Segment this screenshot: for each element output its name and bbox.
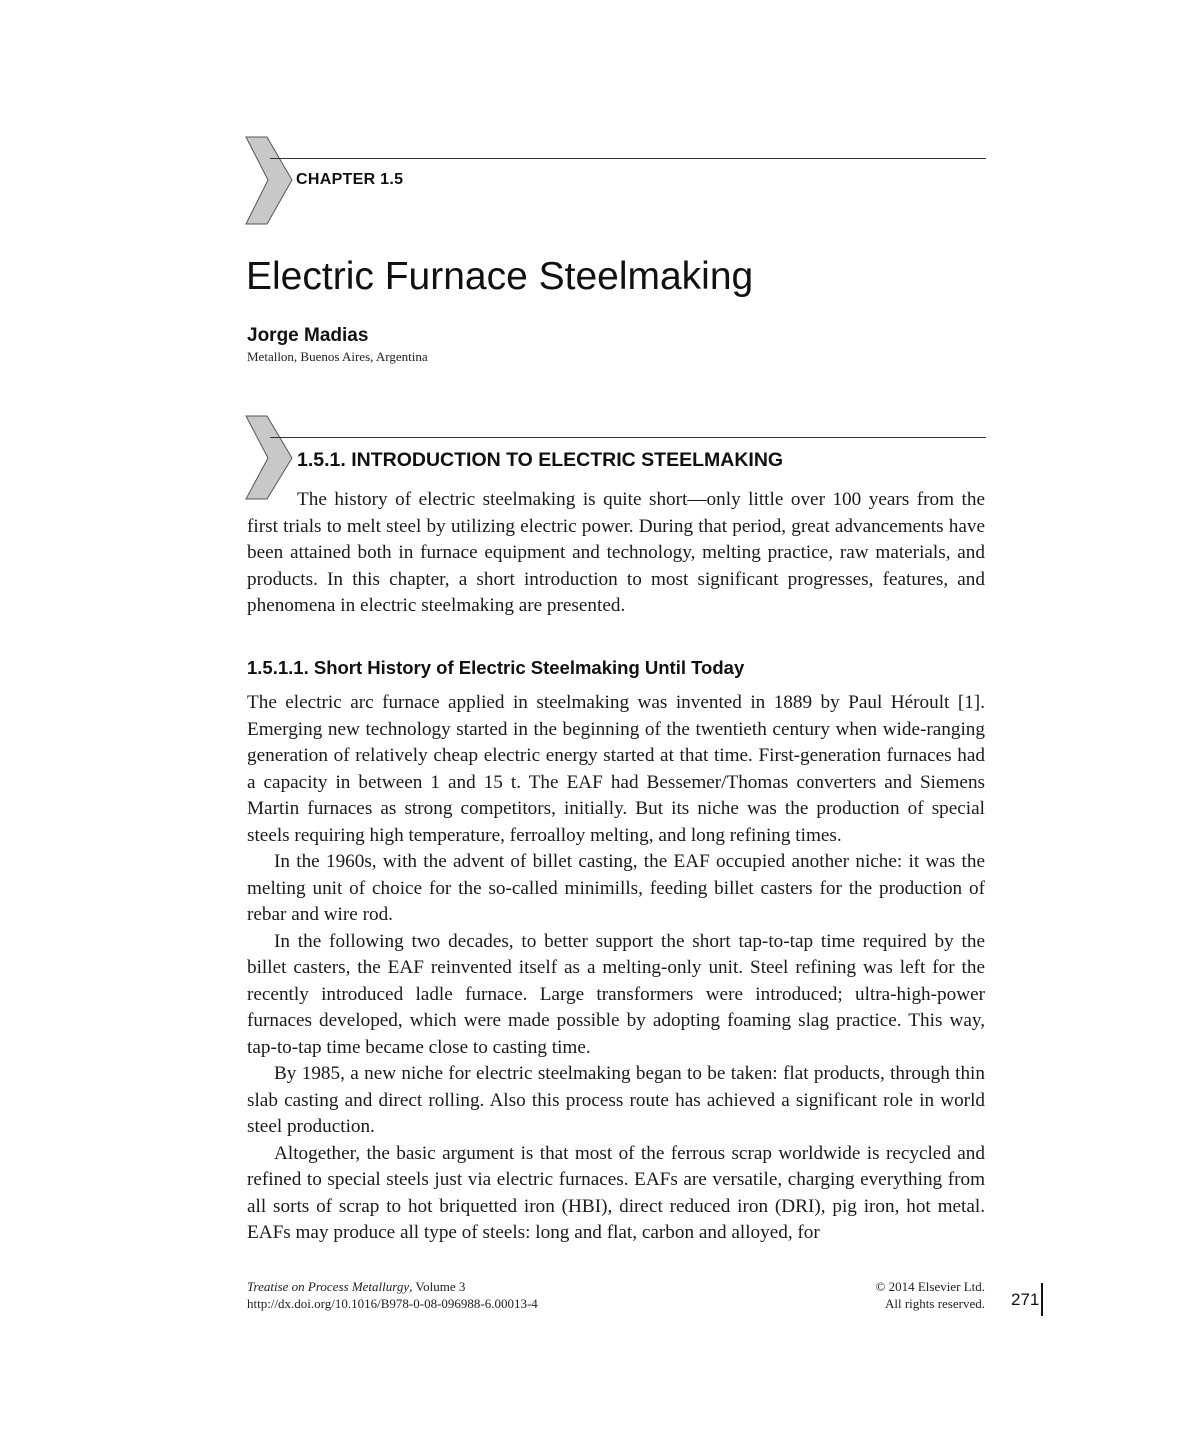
author-name: Jorge Madias [247,325,369,346]
body-paragraph-3: In the following two decades, to better support the short tap-to-tap time required by the billet casters, the EAF reinvented itself as a melting-only unit. Steel refining was left for the recently introduced ladle furnace. Large transformers were introduced; ultra-high-power furnaces developed, which were made possible by adopting foaming slag practice. This way, tap-to-tap time became close to casting time. [247,930,985,1058]
section-rule [270,437,986,438]
body-paragraph-1: The electric arc furnace applied in steelmaking was invented in 1889 by Paul Héroult [1]. Emerging new technology started in the beginning of the twentieth century when wide-ranging generation of relatively cheap electric energy started at that time. First-generation furnaces had a capacity in between 1 and 15 t. The EAF had Bessemer/Thomas converters and Siemens Martin furnaces as strong competitors, initially. But its niche was the production of special steels requiring high temperature, ferroalloy melting, and long refining times. [247,692,985,846]
chapter-chevron-icon [244,136,294,226]
footer-citation [247,1278,538,1312]
section-heading: 1.5.1. INTRODUCTION TO ELECTRIC STEELMAKING [297,449,784,471]
footer-doi: http://dx.doi.org/10.1016/B978-0-08-096988-6.00013-4 [247,1296,538,1311]
footer-copyright-block [875,1278,985,1312]
section-intro [247,487,985,620]
subsection-heading: 1.5.1.1. Short History of Electric Steelmaking Until Today [247,657,745,678]
footer-volume: , Volume 3 [409,1279,466,1294]
footer-copyright: © 2014 Elsevier Ltd. [875,1279,985,1294]
subsection-body [247,690,985,1247]
chapter-rule [270,158,986,159]
author-affiliation: Metallon, Buenos Aires, Argentina [247,349,428,364]
footer-rights: All rights reserved. [884,1296,985,1311]
chapter-label: CHAPTER 1.5 [296,171,404,188]
page-number-bar [1041,1283,1043,1316]
page-number: 271 [1011,1290,1040,1309]
footer-journal-line [247,1278,538,1295]
footer-journal: Treatise on Process Metallurgy [247,1279,410,1294]
body-paragraph-5: Altogether, the basic argument is that most of the ferrous scrap worldwide is recycled and refined to special steels just via electric furnaces. EAFs are versatile, charging everything from all sorts of scrap to hot briquetted iron (HBI), direct reduced iron (DRI), pig iron, hot metal. EAFs may produce all type of steels: long and flat, carbon and alloyed, for [247,1142,985,1243]
body-paragraph-4: By 1985, a new niche for electric steelmaking began to be taken: flat products, through thin slab casting and direct rolling. Also this process route has achieved a significant role in world steel production. [247,1063,985,1137]
intro-paragraph: The history of electric steelmaking is quite short—only little over 100 years from the first trials to melt steel by utilizing electric power. During that period, great advancements have been attained both in furnace equipment and technology, melting practice, raw materials, and products. In this chapter, a short introduction to most significant progresses, features, and phenomena in electric steelmaking are presented. [247,489,985,616]
body-paragraph-2: In the 1960s, with the advent of billet casting, the EAF occupied another niche: it was the melting unit of choice for the so-called minimills, feeding billet casters for the production of rebar and wire rod. [247,851,985,925]
chapter-title: Electric Furnace Steelmaking [246,255,754,298]
